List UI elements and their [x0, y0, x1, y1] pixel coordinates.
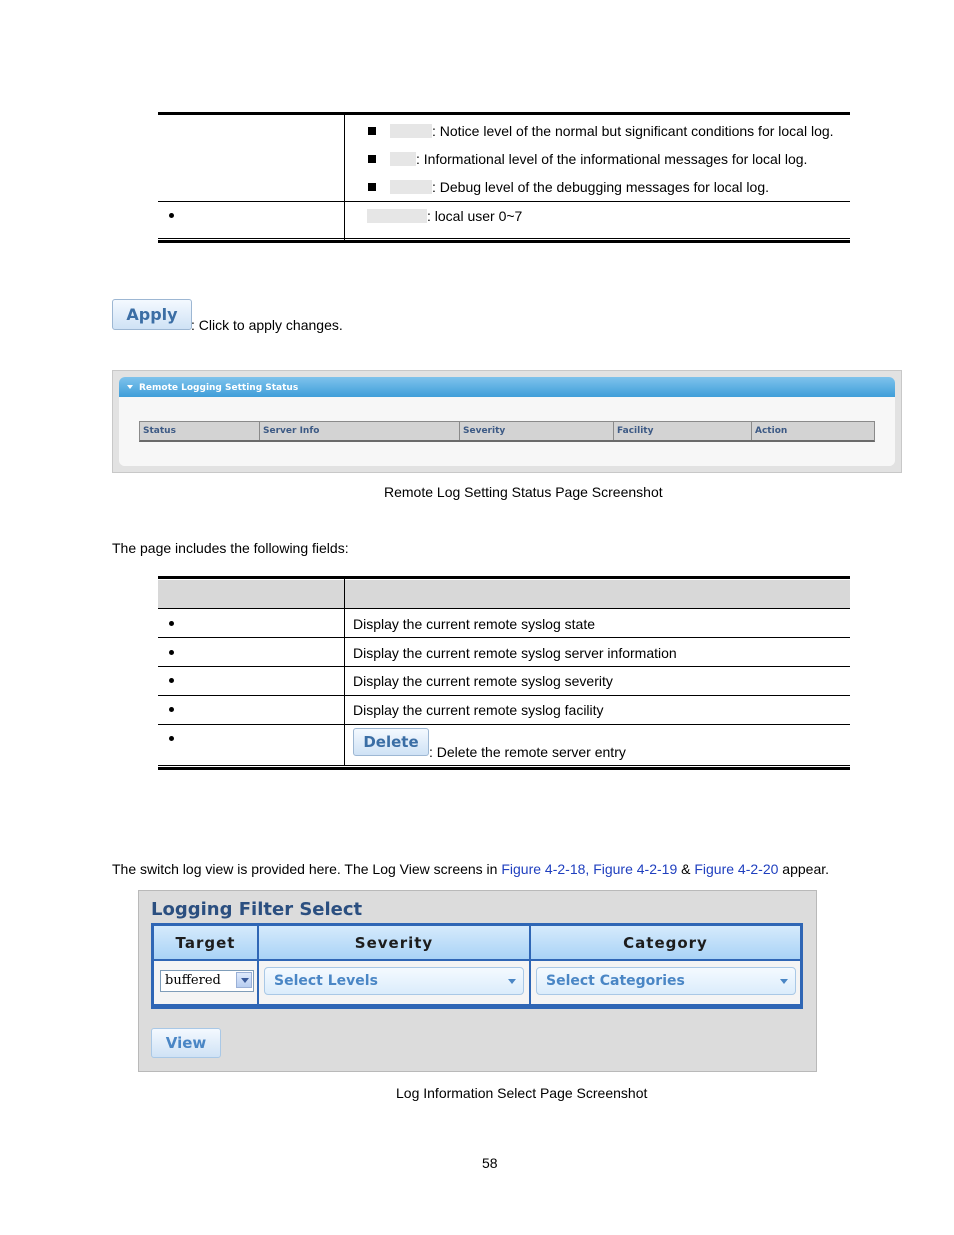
row-divider	[158, 695, 850, 696]
table-bottom-rule	[158, 240, 850, 243]
paragraph-text: The switch log view is provided here. The Log View screens in	[112, 861, 502, 877]
panel-title: Logging Filter Select	[151, 899, 363, 920]
row-divider	[158, 201, 850, 202]
delete-description: : Delete the remote server entry	[429, 744, 626, 760]
figure-link-4-2-19[interactable]: Figure 4-2-19	[593, 861, 678, 877]
table-header-row	[158, 580, 850, 608]
fields-table	[158, 576, 850, 770]
round-bullet-icon	[169, 213, 174, 218]
table-top-rule	[158, 112, 850, 115]
square-bullet-icon	[368, 155, 376, 163]
level-debug-text: : Debug level of the debugging messages for local log.	[432, 179, 769, 195]
remote-logging-status-screenshot	[112, 370, 902, 473]
chevron-down-icon	[780, 979, 788, 984]
column-header-server-info: Server Info	[259, 422, 459, 440]
redacted-level-name	[390, 124, 432, 138]
view-button[interactable]: View	[151, 1028, 221, 1058]
column-header-action: Action	[751, 422, 875, 440]
panel-title: Remote Logging Setting Status	[139, 383, 299, 393]
category-cell	[531, 961, 800, 1004]
category-select[interactable]: Select Categories	[536, 967, 796, 995]
column-header-status: Status	[143, 426, 176, 436]
severity-select[interactable]: Select Levels	[264, 967, 524, 995]
round-bullet-icon	[169, 650, 174, 655]
row-divider	[158, 724, 850, 725]
row-divider	[158, 666, 850, 667]
ampersand-text: &	[677, 861, 695, 877]
paragraph-text: appear.	[778, 861, 830, 877]
log-view-paragraph	[112, 861, 829, 877]
redacted-user-name	[367, 209, 427, 223]
filter-table	[151, 923, 803, 1009]
field-severity-description: Display the current remote syslog severity	[353, 673, 613, 689]
field-server-info-description: Display the current remote syslog server information	[353, 645, 677, 661]
delete-button[interactable]: Delete	[353, 728, 429, 756]
column-divider	[344, 115, 345, 241]
row-divider	[158, 637, 850, 638]
redacted-level-name	[390, 152, 416, 166]
redacted-level-name	[390, 180, 432, 194]
table-top-rule	[158, 576, 850, 579]
figure-caption: Log Information Select Page Screenshot	[396, 1085, 648, 1101]
square-bullet-icon	[368, 183, 376, 191]
table-bottom-rule	[158, 238, 850, 239]
status-table-header	[139, 421, 875, 442]
intro-text: The page includes the following fields:	[112, 540, 349, 556]
column-header-severity: Severity	[459, 422, 613, 440]
table-bottom-rule	[158, 765, 850, 766]
column-header-facility: Facility	[613, 422, 751, 440]
chevron-down-icon	[508, 979, 516, 984]
column-header-severity: Severity	[259, 926, 529, 959]
field-status-description: Display the current remote syslog state	[353, 616, 595, 632]
level-notice-text: : Notice level of the normal but significant conditions for local log.	[432, 123, 834, 139]
figure-link-4-2-20[interactable]: Figure 4-2-20	[694, 861, 779, 877]
chevron-down-icon[interactable]	[236, 972, 252, 988]
status-panel	[119, 377, 895, 466]
severity-cell	[259, 961, 529, 1004]
column-header-target: Target	[154, 926, 257, 959]
round-bullet-icon	[169, 736, 174, 741]
apply-button[interactable]: Apply	[112, 299, 192, 330]
round-bullet-icon	[169, 678, 174, 683]
column-header-category: Category	[531, 926, 800, 959]
page-number: 58	[482, 1155, 498, 1171]
target-select[interactable]: buffered	[160, 970, 254, 992]
level-info-text: : Informational level of the informational messages for local log.	[416, 151, 808, 167]
table-bottom-rule	[158, 767, 850, 770]
figure-link-4-2-18[interactable]: Figure 4-2-18,	[501, 861, 590, 877]
figure-caption: Remote Log Setting Status Page Screenshot	[384, 484, 663, 500]
panel-body	[119, 397, 895, 466]
square-bullet-icon	[368, 127, 376, 135]
collapse-arrow-icon[interactable]	[127, 385, 133, 389]
local-user-text: : local user 0~7	[427, 208, 523, 224]
apply-description: : Click to apply changes.	[191, 317, 343, 333]
target-cell	[154, 961, 257, 1004]
panel-title-bar	[119, 377, 895, 397]
round-bullet-icon	[169, 621, 174, 626]
logging-filter-screenshot	[138, 890, 817, 1072]
row-divider	[158, 608, 850, 609]
round-bullet-icon	[169, 707, 174, 712]
field-facility-description: Display the current remote syslog facility	[353, 702, 604, 718]
